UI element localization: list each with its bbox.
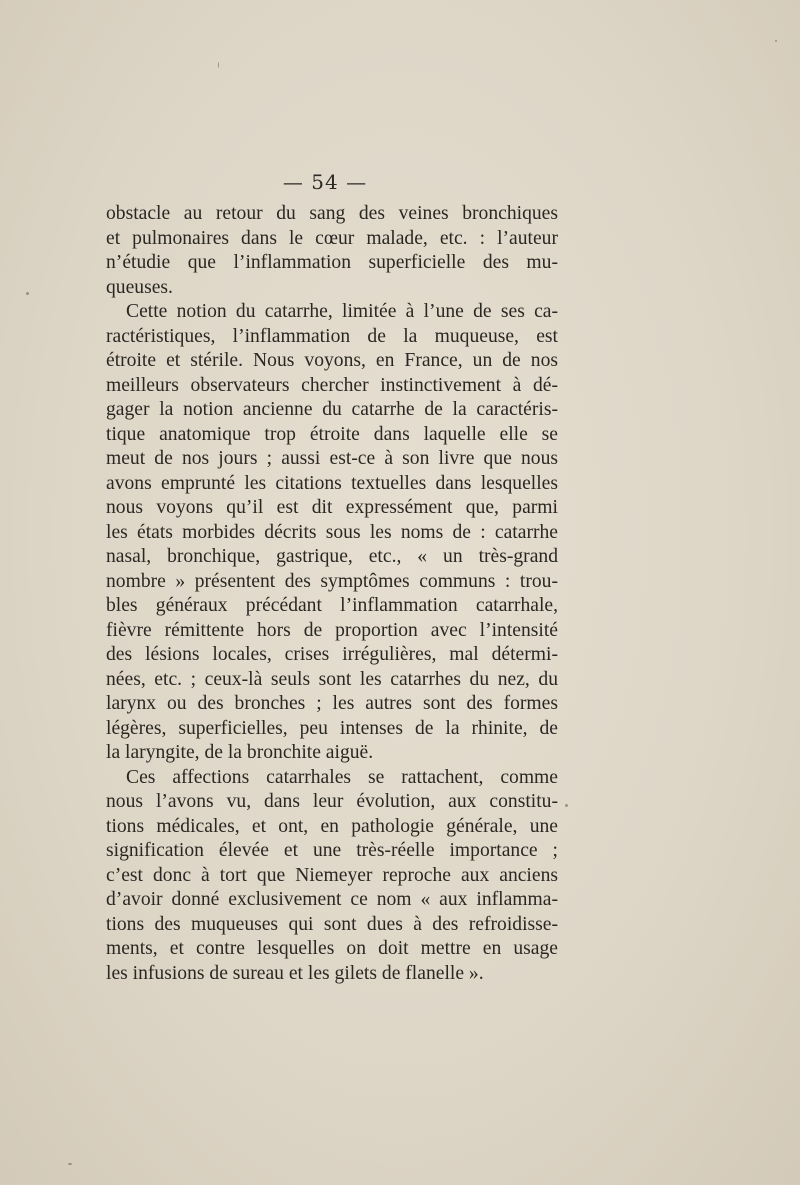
text-line: fièvre rémittente hors de proportion avec l’intensité (106, 619, 558, 641)
text-line: signification élevée et une très-réelle importance ; (106, 840, 558, 861)
text-line: la laryngite, de la bronchite aiguë. (106, 742, 374, 763)
text-line: tions médicales, et ont, en pathologie générale, une (106, 815, 558, 837)
paper-speck (775, 40, 777, 42)
text-line: des lésions locales, crises irrégulières, mal détermi- (106, 644, 558, 665)
text-line: bles généraux précédant l’inflammation catarrhale, (106, 595, 558, 616)
text-line: Ces affections catarrhales se rattachent, comme (126, 766, 558, 788)
text-line: d’avoir donné exclusivement ce nom « aux inflamma- (106, 889, 558, 910)
text-line: obstacle au retour du sang des veines bronchiques (106, 203, 558, 224)
body-text (106, 202, 558, 986)
text-line: Cette notion du catarrhe, limitée à l’une de ses ca- (126, 301, 558, 322)
page-number: — 54 — (282, 170, 368, 194)
text-line: gager la notion ancienne du catarrhe de la caractéris- (106, 399, 558, 420)
text-line: et pulmonaires dans le cœur malade, etc. : l’auteur (106, 227, 558, 249)
text-line: avons emprunté les citations textuelles dans lesquelles (106, 472, 558, 494)
text-line: meilleurs observateurs chercher instinctivement à dé- (106, 374, 558, 396)
text-line: légères, superficielles, peu intenses de la rhinite, de (106, 717, 558, 739)
text-line: queuses. (106, 276, 173, 298)
text-line: nombre » présentent des symptômes communs : trou- (106, 570, 558, 592)
text-line: tions des muqueuses qui sont dues à des refroidisse- (106, 913, 558, 935)
text-line: meut de nos jours ; aussi est-ce à son livre que nous (106, 448, 558, 469)
text-line: ractéristiques, l’inflammation de la muqueuse, est (106, 325, 558, 347)
text-line: nées, etc. ; ceux-là seuls sont les catarrhes du nez, du (106, 668, 558, 690)
text-line: n’étudie que l’inflammation superficielle des mu- (106, 252, 558, 273)
text-line: c’est donc à tort que Niemeyer reproche aux anciens (106, 864, 558, 886)
text-line: nous voyons qu’il est dit expressément que, parmi (106, 497, 558, 518)
paper-speck (218, 62, 219, 68)
text-line: les infusions de sureau et les gilets de flanelle ». (106, 962, 484, 984)
text-line: tique anatomique trop étroite dans laquelle elle se (106, 423, 558, 445)
paper-speck (26, 292, 29, 295)
paper-speck (68, 1163, 72, 1165)
text-line: ments, et contre lesquelles on doit mettre en usage (106, 938, 558, 959)
text-line: nous l’avons vu, dans leur évolution, aux constitu- (106, 791, 558, 812)
text-line: les états morbides décrits sous les noms de : catarrhe (106, 521, 558, 543)
text-line: larynx ou des bronches ; les autres sont des formes (106, 693, 558, 714)
paper-speck (565, 804, 568, 807)
text-line: étroite et stérile. Nous voyons, en France, un de nos (106, 350, 558, 371)
text-line: nasal, bronchique, gastrique, etc., « un très-grand (106, 546, 558, 567)
